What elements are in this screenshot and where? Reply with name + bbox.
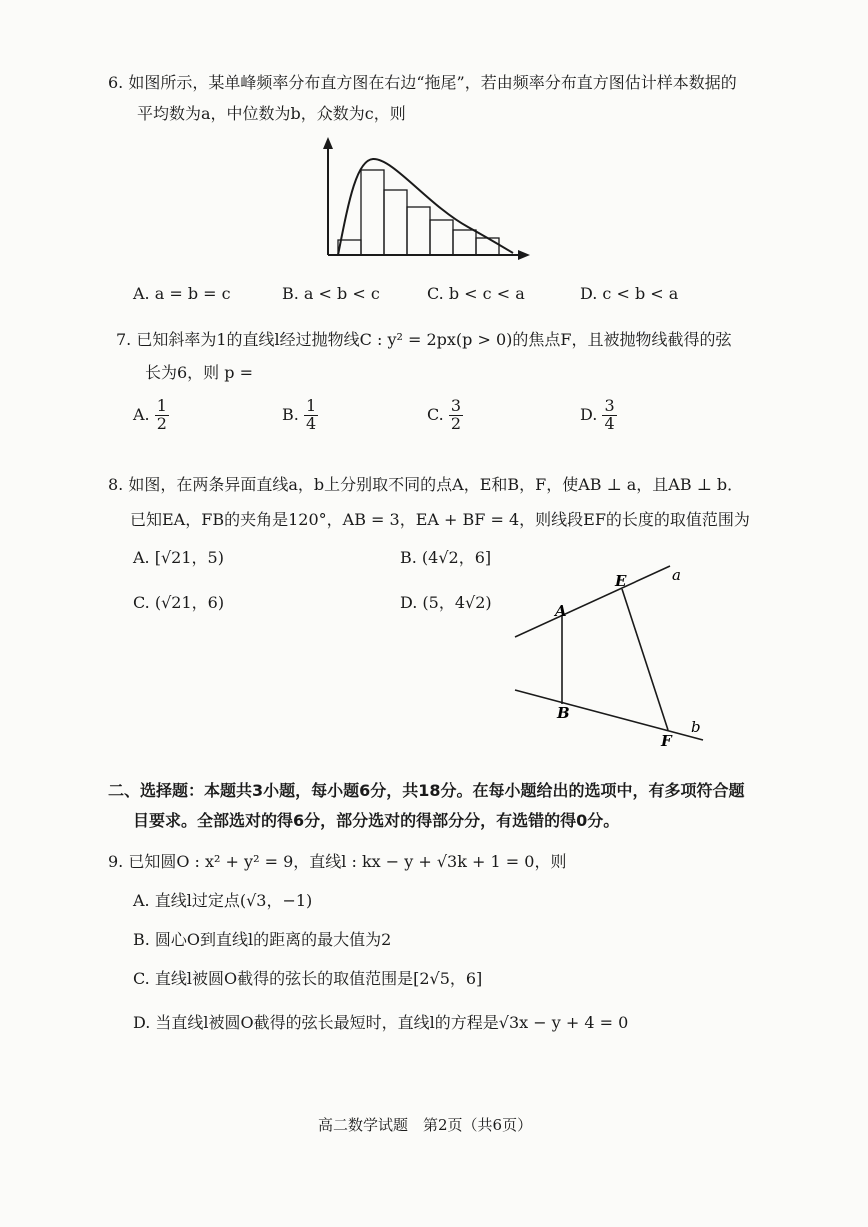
- label-a-point: A: [555, 602, 567, 620]
- label-b-point: B: [557, 704, 570, 722]
- hist-bar: [361, 170, 384, 255]
- page-footer: 高二数学试题 第2页（共6页）: [318, 1116, 533, 1134]
- q7-stem-line1: 7. 已知斜率为1的直线l经过抛物线C : y² = 2px(p > 0)的焦点F，且被抛物线截得的弦: [116, 330, 732, 349]
- hist-bar: [384, 190, 407, 255]
- q8-stem-line2: 已知EA，FB的夹角是120°，AB = 3，EA + BF = 4，则线段EF的长度的取值范围为: [130, 510, 750, 529]
- line-a: [515, 566, 670, 637]
- line-b: [515, 690, 703, 740]
- q9-option-a: A. 直线l过定点(√3，−1): [133, 891, 313, 910]
- q6-option-c: C. b < c < a: [427, 284, 525, 303]
- label-b-line: b: [691, 718, 701, 736]
- q6-stem-line2: 平均数为a，中位数为b，众数为c，则: [137, 104, 406, 123]
- q8-option-a: A. [√21，5): [133, 548, 224, 567]
- q7-option-c: C. $\frac{3}{2}$: [427, 396, 462, 433]
- q8-option-b: B. (4√2，6]: [400, 548, 492, 567]
- q9-stem: 9. 已知圆O : x² + y² = 9，直线l : kx − y + √3k + 1 = 0，则: [108, 852, 567, 871]
- hist-bar: [430, 220, 453, 255]
- skew-lines-figure: [505, 560, 725, 755]
- fraction: $\frac{3}{4}$: [604, 396, 615, 433]
- histogram-figure: [318, 135, 533, 265]
- hist-bar: [407, 207, 430, 255]
- fraction: $\frac{1}{2}$: [156, 396, 167, 433]
- y-axis-arrow: [323, 137, 333, 149]
- q7-stem-line2: 长为6，则 p =: [145, 363, 254, 382]
- q9-option-c: C. 直线l被圆O截得的弦长的取值范围是[2√5，6]: [133, 969, 483, 988]
- section2-heading-line2: 目要求。全部选对的得6分，部分选对的得部分分，有选错的得0分。: [133, 811, 620, 830]
- q7-option-d: D. $\frac{3}{4}$: [580, 396, 615, 433]
- q8-stem-line1: 8. 如图，在两条异面直线a，b上分别取不同的点A，E和B，F，使AB ⊥ a，且AB ⊥ b．: [108, 475, 744, 494]
- q6-option-a: A. a = b = c: [133, 284, 231, 303]
- label-a-line: a: [672, 566, 681, 584]
- q9-option-b: B. 圆心O到直线l的距离的最大值为2: [133, 930, 392, 949]
- fraction: $\frac{3}{2}$: [450, 396, 462, 433]
- q6-option-d: D. c < b < a: [580, 284, 679, 303]
- hist-bar: [453, 230, 476, 255]
- q6-stem-line1: 6. 如图所示，某单峰频率分布直方图在右边“拖尾”，若由频率分布直方图估计样本数据的: [108, 73, 737, 92]
- segment-ef: [622, 589, 668, 730]
- q9-option-d: D. 当直线l被圆O截得的弦长最短时，直线l的方程是√3x − y + 4 = 0: [133, 1013, 629, 1032]
- section2-heading-line1: 二、选择题：本题共3小题，每小题6分，共18分。在每小题给出的选项中，有多项符合题: [108, 781, 745, 800]
- hist-bar: [476, 238, 499, 255]
- q6-option-b: B. a < b < c: [282, 284, 380, 303]
- label-e: E: [615, 572, 627, 590]
- x-axis-arrow: [518, 250, 530, 260]
- fraction: $\frac{1}{4}$: [305, 396, 317, 433]
- q8-option-d: D. (5，4√2): [400, 593, 492, 612]
- q7-option-b: B. $\frac{1}{4}$: [282, 396, 317, 433]
- label-f: F: [661, 732, 672, 750]
- q8-option-c: C. (√21，6): [133, 593, 225, 612]
- q7-option-a: A. $\frac{1}{2}$: [133, 396, 167, 433]
